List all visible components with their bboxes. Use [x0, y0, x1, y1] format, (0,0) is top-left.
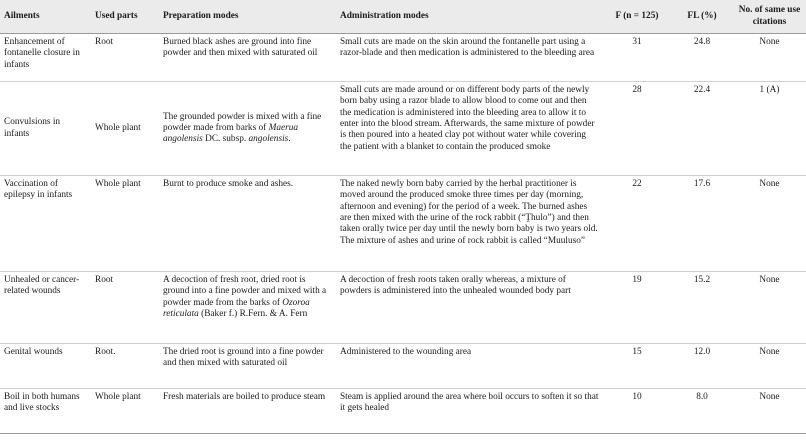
- citations-cell: None: [733, 272, 806, 344]
- table-row: [0, 34, 806, 82]
- preparation-text-end: .: [288, 134, 291, 145]
- header-preparation-modes: Preparation modes: [159, 0, 336, 34]
- fidelity-level-cell: 8.0: [671, 389, 733, 434]
- administration-cell: Small cuts are made around or on different body parts of the newly born baby using a razor blade to allow blood to come out and then the medication is administered into the bleeding area to allow it to enter into the blood stream. Afterwards, the same mixture of powder is then poured into a heated clay pot without water while covering the patient with a blanket to contain the produced smoke: [336, 82, 603, 176]
- fidelity-level-cell: 12.0: [671, 344, 733, 389]
- preparation-cell: [159, 82, 336, 176]
- ailment-cell: [0, 82, 91, 176]
- preparation-text: A decoction of fresh root, dried root is ground into a fine powder and mixed with a powder made from the barks of: [163, 275, 327, 308]
- fidelity-level-cell: 24.8: [671, 34, 733, 82]
- citations-cell: None: [733, 344, 806, 389]
- ailment-cell: Enhancement of fontanelle closure in infants: [0, 34, 91, 82]
- header-administration-modes: Administration modes: [336, 0, 603, 34]
- citations-cell: 1 (A): [733, 82, 806, 176]
- table-body: [0, 34, 806, 434]
- ailment-cell: Unhealed or cancer-related wounds: [0, 272, 91, 344]
- fidelity-level-cell: 17.6: [671, 176, 733, 272]
- header-row: [0, 0, 806, 34]
- fidelity-level-cell: 15.2: [671, 272, 733, 344]
- ailment-cell: Genital wounds: [0, 344, 91, 389]
- header-frequency: F (n = 125): [603, 0, 671, 34]
- ailment-text: Convulsions in infants: [4, 117, 61, 139]
- header-used-parts: Used parts: [91, 0, 159, 34]
- used-part-cell: Root.: [91, 344, 159, 389]
- citations-cell: None: [733, 389, 806, 434]
- used-part-cell: Root: [91, 272, 159, 344]
- table-row: [0, 82, 806, 176]
- preparation-cell: Fresh materials are boiled to produce steam: [159, 389, 336, 434]
- table-row: [0, 176, 806, 272]
- administration-cell: Steam is applied around the area where boil occurs to soften it so that it gets healed: [336, 389, 603, 434]
- preparation-cell: The dried root is ground into a fine powder and then mixed with saturated oil: [159, 344, 336, 389]
- citations-cell: None: [733, 176, 806, 272]
- preparation-cell: [159, 272, 336, 344]
- preparation-text-cont: DC. subsp.: [202, 134, 249, 145]
- ailment-cell: Boil in both humans and live stocks: [0, 389, 91, 434]
- frequency-cell: 31: [603, 34, 671, 82]
- header-ailments: Ailments: [0, 0, 91, 34]
- administration-cell: The naked newly born baby carried by the herbal practitioner is moved around the produced smoke three times per day (morning, afternoon and evening) for the period of a week. The burned ashes are then mixed with the urine of the rock rabbit (“Ṱhulo”) and then taken orally twice per day until the newly born baby is two years old. The mixture of ashes and urine of rock rabbit is called “Muuluso”: [336, 176, 603, 272]
- table-header: [0, 0, 806, 34]
- citations-cell: None: [733, 34, 806, 82]
- administration-cell: A decoction of fresh roots taken orally whereas, a mixture of powders is administered into the unhealed wounded body part: [336, 272, 603, 344]
- species-name: Maerua angolensis: [163, 122, 299, 145]
- frequency-cell: 15: [603, 344, 671, 389]
- used-part-text: Whole plant: [95, 122, 141, 133]
- administration-cell: Small cuts are made on the skin around the fontanelle part using a razor-blade and then medication is administered to the bleeding area: [336, 34, 603, 82]
- preparation-text-cont: (Baker f.) R.Fern. & A. Fern: [198, 308, 308, 319]
- header-fidelity-level: FL (%): [671, 0, 733, 34]
- header-same-use-citations: No. of same use citations: [733, 0, 806, 34]
- frequency-cell: 28: [603, 82, 671, 176]
- used-part-cell: [91, 82, 159, 176]
- ailment-cell: Vaccination of epilepsy in infants: [0, 176, 91, 272]
- administration-cell: Administered to the wounding area: [336, 344, 603, 389]
- frequency-cell: 19: [603, 272, 671, 344]
- species-name: Ozoroa reticulata: [163, 297, 310, 319]
- fidelity-level-cell: 22.4: [671, 82, 733, 176]
- preparation-text: The grounded powder is mixed with a fine powder made from barks of: [163, 111, 322, 133]
- frequency-cell: 10: [603, 389, 671, 434]
- used-part-cell: Whole plant: [91, 176, 159, 272]
- preparation-cell: Burned black ashes are ground into fine powder and then mixed with saturated oil: [159, 34, 336, 82]
- subspecies-name: angolensis: [248, 134, 289, 145]
- used-part-cell: Root: [91, 34, 159, 82]
- used-part-cell: Whole plant: [91, 389, 159, 434]
- frequency-cell: 22: [603, 176, 671, 272]
- table-row: [0, 389, 806, 434]
- table-row: [0, 272, 806, 344]
- table-row: [0, 344, 806, 389]
- preparation-cell: Burnt to produce smoke and ashes.: [159, 176, 336, 272]
